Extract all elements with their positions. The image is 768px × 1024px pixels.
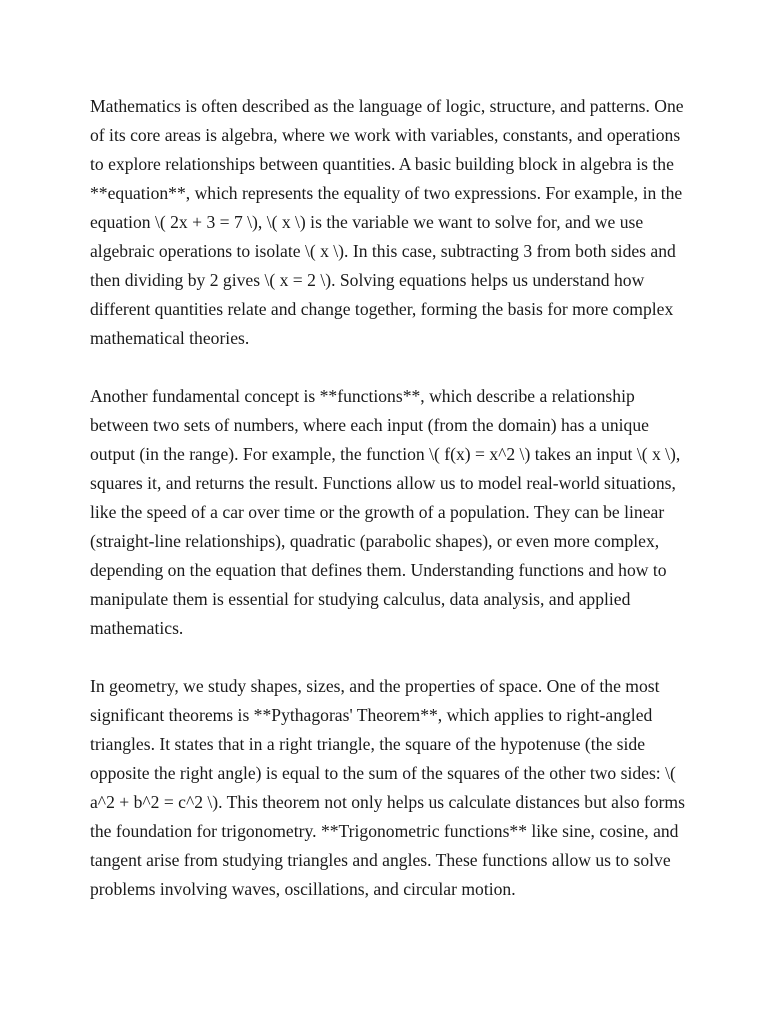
document-body — [90, 92, 690, 904]
paragraph-functions: Another fundamental concept is **functions**, which describe a relationship between two sets of numbers, where each input (from the domain) has a unique output (in the range). For example, the function \( f(x) = x^2 \) takes an input \( x \), squares it, and returns the result. Functions allow us to model real-world situations, like the speed of a car over time or the growth of a population. They can be linear (straight-line relationships), quadratic (parabolic shapes), or even more complex, depending on the equation that defines them. Understanding functions and how to manipulate them is essential for studying calculus, data analysis, and applied mathematics. — [90, 386, 681, 638]
paragraph-geometry: In geometry, we study shapes, sizes, and the properties of space. One of the most significant theorems is **Pythagoras' Theorem**, which applies to right-angled triangles. It states that in a right triangle, the square of the hypotenuse (the side opposite the right angle) is equal to the sum of the squares of the other two sides: \( a^2 + b^2 = c^2 \). This theorem not only helps us calculate distances but also forms the foundation for trigonometry. **Trigonometric functions** like sine, cosine, and tangent arise from studying triangles and angles. These functions allow us to solve problems involving waves, oscillations, and circular motion. — [90, 676, 685, 899]
paragraph-algebra: Mathematics is often described as the language of logic, structure, and patterns. One of its core areas is algebra, where we work with variables, constants, and operations to explore relationships between quantities. A basic building block in algebra is the **equation**, which represents the equality of two expressions. For example, in the equation \( 2x + 3 = 7 \), \( x \) is the variable we want to solve for, and we use algebraic operations to isolate \( x \). In this case, subtracting 3 from both sides and then dividing by 2 gives \( x = 2 \). Solving equations helps us understand how different quantities relate and change together, forming the basis for more complex mathematical theories. — [90, 96, 684, 348]
